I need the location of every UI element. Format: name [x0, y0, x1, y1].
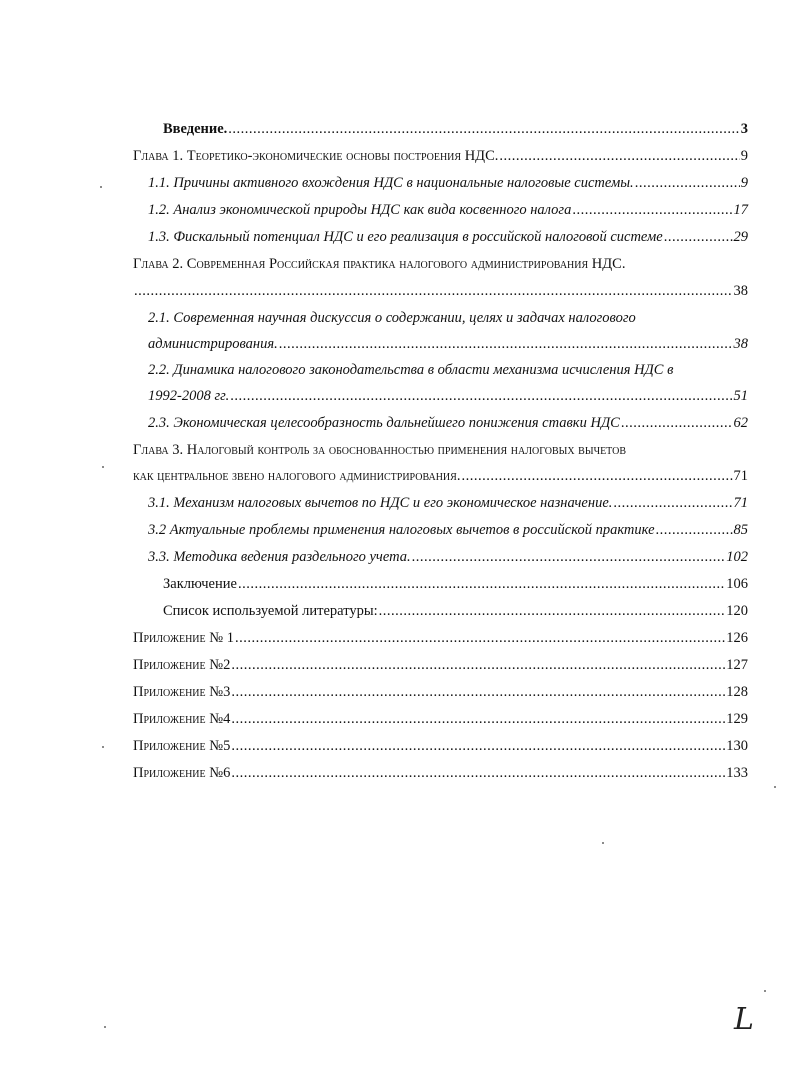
leader-dots	[231, 764, 725, 782]
leader-dots	[656, 521, 733, 539]
toc-page: 106	[726, 576, 748, 592]
scan-speck	[100, 186, 102, 188]
toc-entry-2-3	[148, 414, 748, 432]
toc-title: как центральное звено налогового администрирования.	[133, 468, 461, 484]
toc-page: 9	[740, 175, 748, 191]
toc-entry-1-1	[148, 174, 748, 192]
toc-entry-literature	[163, 602, 748, 620]
toc-page: 71	[733, 468, 748, 484]
leader-dots	[231, 656, 725, 674]
scan-speck	[764, 990, 766, 992]
leader-dots	[231, 683, 725, 701]
toc-entry-3-2	[148, 521, 748, 539]
leader-dots	[412, 548, 726, 566]
leader-dots	[231, 737, 725, 755]
toc-title: 1.3. Фискальный потенциал НДС и его реализация в российской налоговой системе	[148, 229, 663, 245]
toc-title: Приложение №4	[133, 711, 231, 727]
toc-title: Введение.	[163, 121, 228, 137]
leader-dots	[664, 228, 733, 246]
toc-entry-chapter-3-line1: Глава 3. Налоговый контроль за обоснованностью применения налоговых вычетов	[133, 442, 627, 458]
toc-page: 129	[726, 711, 748, 727]
toc-page: 71	[733, 495, 748, 511]
toc-page: 9	[740, 148, 748, 164]
toc-entry-conclusion	[163, 575, 748, 593]
leader-dots	[379, 602, 726, 620]
toc-page: 120	[726, 603, 748, 619]
toc-entry-appendix-1	[133, 629, 748, 647]
toc-title: администрирования.	[148, 336, 278, 352]
toc-entry-1-2	[148, 201, 748, 219]
toc-title: Заключение	[163, 576, 237, 592]
toc-page: 133	[726, 765, 748, 781]
toc-title: Приложение №2	[133, 657, 231, 673]
scan-speck	[102, 746, 104, 748]
scan-speck	[602, 842, 604, 844]
toc-title: Список используемой литературы:	[163, 603, 378, 619]
toc-page: 128	[726, 684, 748, 700]
toc-entry-chapter-3	[133, 467, 748, 485]
leader-dots	[235, 629, 725, 647]
toc-page: 38	[733, 283, 748, 299]
leader-dots	[635, 174, 740, 192]
toc-entry-appendix-2	[133, 656, 748, 674]
toc-title: 3.2 Актуальные проблемы применения налоговых вычетов в российской практике	[148, 522, 655, 538]
toc-title: Приложение №5	[133, 738, 231, 754]
leader-dots	[230, 387, 732, 405]
toc-title: Приложение № 1	[133, 630, 234, 646]
leader-dots	[134, 282, 733, 300]
toc-title: 1.2. Анализ экономической природы НДС как вида косвенного налога	[148, 202, 572, 218]
toc-page: 29	[733, 229, 748, 245]
toc-title: Глава 1. Теоретико-экономические основы построения НДС.	[133, 148, 499, 164]
toc-entry-2-1-line1: 2.1. Современная научная дискуссия о содержании, целях и задачах налогового	[148, 310, 636, 326]
toc-entry-chapter-2-line1: Глава 2. Современная Российская практика налогового администрирования НДС.	[133, 256, 626, 272]
toc-entry-2-2-line1: 2.2. Динамика налогового законодательства в области механизма исчисления НДС в	[148, 362, 674, 378]
toc-title: 3.3. Методика ведения раздельного учета.	[148, 549, 411, 565]
toc-page: 102	[726, 549, 748, 565]
toc-page: 62	[733, 415, 748, 431]
scan-speck	[104, 1026, 106, 1028]
toc-page: 51	[733, 388, 748, 404]
toc-page: 85	[733, 522, 748, 538]
leader-dots	[279, 335, 733, 353]
toc-title: Приложение №6	[133, 765, 231, 781]
toc-entry-appendix-6	[133, 764, 748, 782]
leader-dots	[572, 201, 732, 219]
leader-dots	[613, 494, 732, 512]
toc-entry-appendix-4	[133, 710, 748, 728]
toc-entry-intro	[163, 120, 748, 138]
toc-page: 38	[733, 336, 748, 352]
leader-dots	[231, 710, 725, 728]
scan-speck	[102, 466, 104, 468]
leader-dots	[621, 414, 733, 432]
toc-title: Приложение №3	[133, 684, 231, 700]
leader-dots	[238, 575, 725, 593]
toc-entry-2-1	[148, 335, 748, 353]
toc-entry-appendix-3	[133, 683, 748, 701]
toc-entry-3-1	[148, 494, 748, 512]
leader-dots	[499, 147, 739, 165]
handwritten-page-mark: L	[734, 1002, 754, 1037]
leader-dots	[228, 120, 739, 138]
scan-speck	[774, 786, 776, 788]
toc-entry-3-3	[148, 548, 748, 566]
toc-page: 127	[726, 657, 748, 673]
toc-entry-1-3	[148, 228, 748, 246]
toc-entry-chapter-1	[133, 147, 748, 165]
leader-dots	[461, 467, 732, 485]
toc-title: 1.1. Причины активного вхождения НДС в национальные налоговые системы.	[148, 175, 634, 191]
toc-entry-chapter-2	[133, 282, 748, 300]
toc-entry-appendix-5	[133, 737, 748, 755]
toc-title: 1992-2008 гг.	[148, 388, 230, 404]
toc-page: 3	[740, 121, 748, 137]
toc-title: 3.1. Механизм налоговых вычетов по НДС и его экономическое назначение.	[148, 495, 613, 511]
toc-entry-2-2	[148, 387, 748, 405]
toc-page: 17	[733, 202, 748, 218]
toc-page: 126	[726, 630, 748, 646]
toc-page: 130	[726, 738, 748, 754]
toc-title: 2.3. Экономическая целесообразность дальнейшего понижения ставки НДС	[148, 415, 620, 431]
